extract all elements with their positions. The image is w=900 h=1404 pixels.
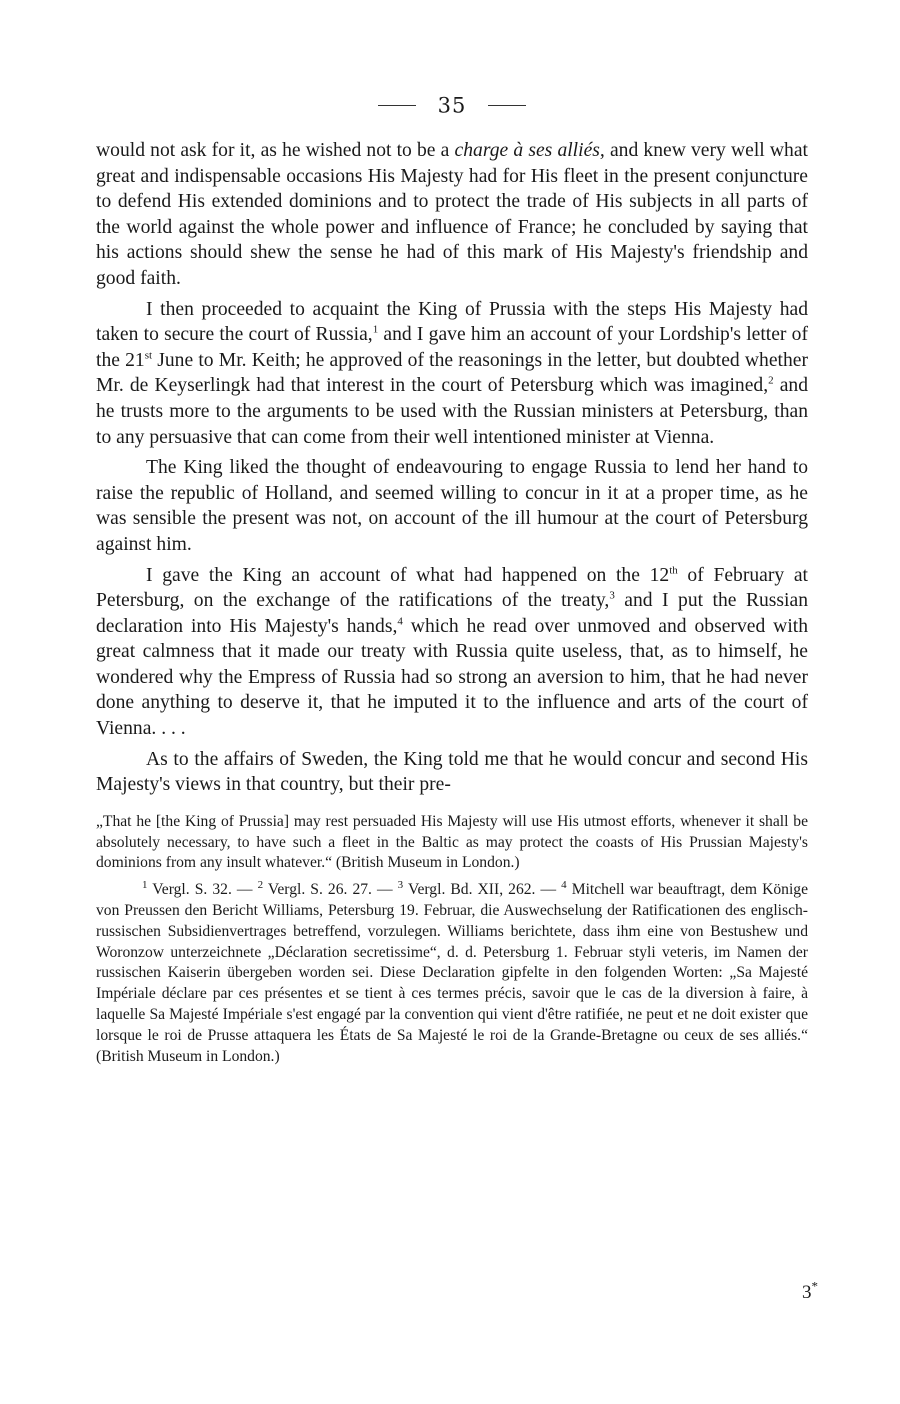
page	[96, 92, 808, 1073]
header-rule-right	[488, 105, 526, 106]
footnote-marker-3: 3	[397, 879, 404, 892]
footnote-ref-4: 4	[397, 615, 403, 628]
footnote-marker-1: 1	[142, 879, 148, 892]
ordinal-suffix: th	[669, 563, 678, 576]
ordinal-suffix: st	[144, 349, 153, 362]
italic-phrase: charge à ses alliés,	[454, 140, 605, 161]
paragraph-5: As to the affairs of Sweden, the King told me that he would concur and second His Majesty's views in that country, but their pre-	[96, 748, 808, 796]
paragraph-2: I then proceeded to acquaint the King of Prussia with the steps His Majesty had taken to secure the court of Russia,$^1$ and I gave him an account of your Lordship's letter of the 21st June to Mr. Keith; he approved of the reasonings in the letter, but doubted whether Mr. de Keyserlingk had that interest in the court of Petersburg which was imagined,$^2$ and he trusts more to the arguments to be used with the Russian ministers at Petersburg, than to any persuasive that can come from their well intentioned minister at Vienna.	[96, 298, 808, 448]
page-header	[96, 92, 808, 120]
paragraph-1: would not ask for it, as he wished not to be a charge à ses alliés, and knew very well what great and indispensable occasions His Majesty had for His fleet in the present conjuncture to defend His extended dominions and to protect the trade of His subjects in all parts of the world against the whole power and influence of France; he concluded by saying that his actions should shew the sense he had of this mark of His Majesty's friendship and good faith.	[96, 140, 808, 289]
header-rule-left	[378, 105, 416, 106]
footnote-ref-1: 1	[372, 323, 379, 336]
footnote-ref-2: 2	[768, 374, 774, 387]
footnote-ref-3: 3	[609, 589, 615, 602]
page-number: 35	[437, 93, 467, 118]
sheet-signature: 3*	[802, 1278, 818, 1303]
paragraph-3: The King liked the thought of endeavouring to engage Russia to lend her hand to raise the republic of Holland, and seemed willing to concur in it at a proper time, as he was sensible the present was not, on account of the ill humour at the court of Petersburg against him.	[96, 457, 808, 555]
footnote-continuation: „That he [the King of Prussia] may rest persuaded His Majesty will use His utmost efforts, whenever it shall be absolutely necessary, to have such a fleet in the Baltic as may protect the coasts of His Prussian Majesty's dominions from any insult whatever.“ (British Museum in London.)	[96, 812, 808, 872]
main-text	[96, 138, 808, 798]
footnotes	[96, 812, 808, 1068]
footnote-marker-4: 4	[561, 879, 567, 892]
footnote-marker-2: 2	[257, 879, 264, 892]
footnote-list: $^1$ Vergl. S. 32. — $^2$ Vergl. S. 26. 27. — $^3$ Vergl. Bd. XII, 262. — $^4$ Mitchell war beauftragt, dem Könige von Preussen den Bericht Williams, Petersburg 19. Februar, die Auswechselung der Ratificationen des englisch-russischen Subsidienvertrages betreffend, vorzulegen. Williams berichtete, dass ihm eine von Bestushew und Woronzow unterzeichnete „Déclaration secretissime“, d. d. Petersburg 1. Februar styli veteris, im Namen der russischen Kaiserin übergeben worden sei. Diese Declaration gipfelte in den folgenden Worten: „Sa Majesté Impériale déclare par ces présentes et se tient à ces termes précis, savoir que le cas de la diversion à faire, à laquelle Sa Majesté Impériale s'est engagé par la convention qui vient d'être ratifiée, ne peut et ne doit exister que lorsque le roi de Prusse attaquera les États de Sa Majesté le roi de la Grande-Bretagne ou ceux de ses alliés.“ (British Museum in London.)	[96, 879, 809, 1065]
paragraph-4: I gave the King an account of what had happened on the 12th of February at Petersburg, on the exchange of the ratifications of the treaty,$^3$ and I put the Russian declaration into His Majesty's hands,$^4$ which he read over unmoved and observed with great calmness that it made our treaty with Russia quite useless, that, as to himself, he wondered why the Empress of Russia had so strong an aversion to him, that he had never done anything to deserve it, that he imputed it to the influence and arts of the court of Vienna. . . .	[96, 563, 809, 740]
